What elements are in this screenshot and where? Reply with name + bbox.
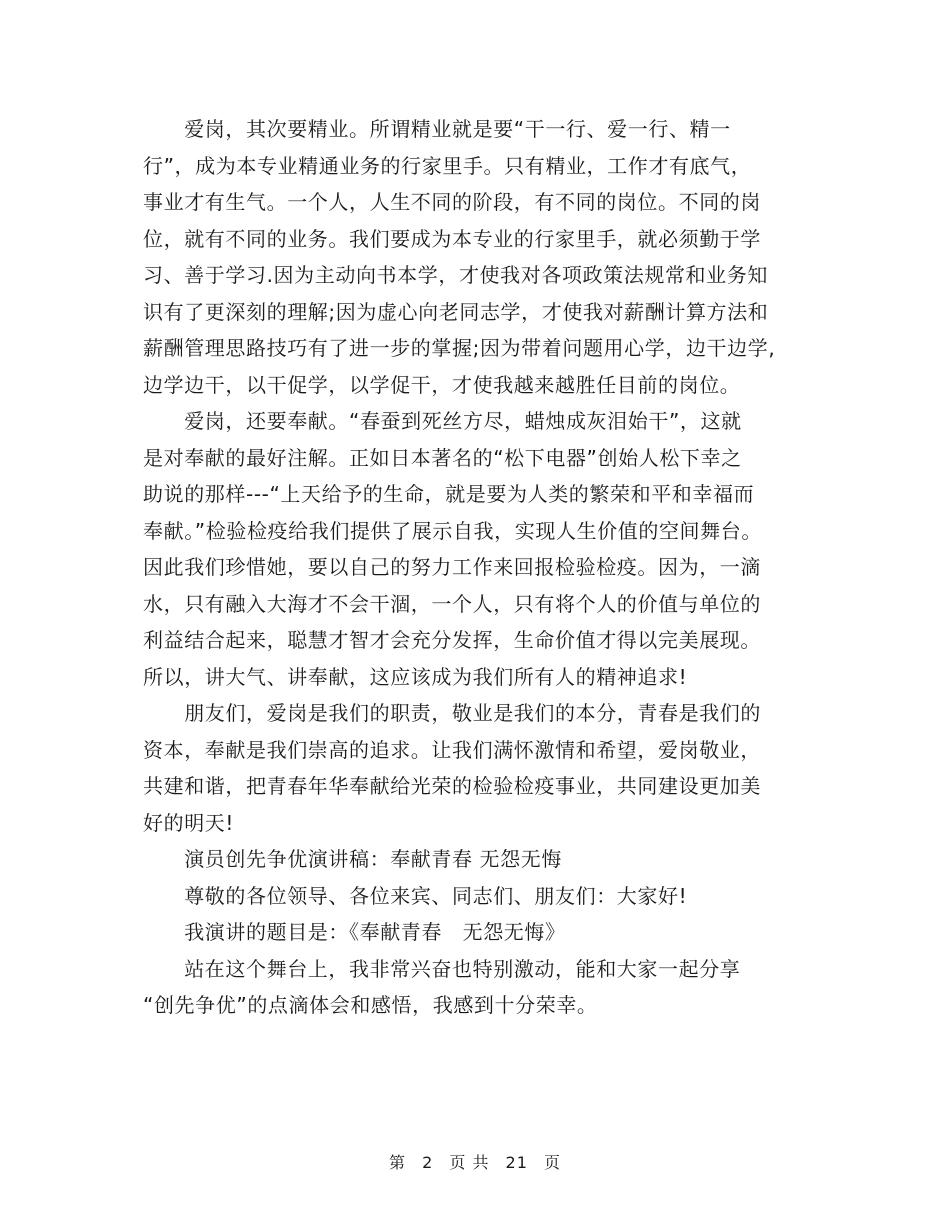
text-line: 资本，奉献是我们崇高的追求。让我们满怀激情和希望，爱岗敬业， [143, 737, 761, 762]
text-line: 站在这个舞台上，我非常兴奋也特别激动，能和大家一起分享 [143, 956, 741, 981]
text-line: 爱岗，其次要精业。所谓精业就是要“干一行、爱一行、精一 [143, 117, 731, 141]
text-line: 薪酬管理思路技巧有了进一步的掌握;因为带着问题用心学，边干边学, [143, 336, 776, 360]
text-line: 尊敬的各位领导、各位来宾、同志们、朋友们：大家好! [143, 883, 688, 908]
document-body [143, 111, 813, 1024]
text-line: 助说的那样---“上天给予的生命，就是要为人类的繁荣和平和幸福而 [143, 482, 755, 506]
text-line: 演员创先争优演讲稿：奉献青春 无怨无悔 [143, 847, 562, 871]
text-line: 水，只有融入大海才不会干涸，一个人，只有将个人的价值与单位的 [143, 591, 761, 616]
text-line: 行”，成为本专业精通业务的行家里手。只有精业，工作才有底气， [143, 153, 752, 178]
text-line: 因此我们珍惜她，要以自己的努力工作来回报检验检疫。因为，一滴 [143, 555, 761, 579]
footer-suffix: 页 [544, 1153, 562, 1172]
text-line: 共建和谐，把青春年华奉献给光荣的检验检疫事业，共同建设更加美 [143, 774, 761, 798]
text-line: 习、善于学习.因为主动向书本学，才使我对各项政策法规常和业务知 [143, 263, 768, 287]
text-line: 奉献。”检验检疫给我们提供了展示自我，实现人生价值的空间舞台。 [143, 518, 762, 543]
text-line: 位，就有不同的业务。我们要成为本专业的行家里手，就必须勤于学 [143, 226, 761, 251]
text-line: 利益结合起来，聪慧才智才会充分发挥，生命价值才得以完美展现。 [143, 628, 761, 652]
text-line: 朋友们，爱岗是我们的职责，敬业是我们的本分，青春是我们的 [143, 701, 761, 725]
footer-prefix: 第 [388, 1153, 406, 1172]
text-line: 我演讲的题目是：《奉献青春 无怨无悔》 [143, 920, 566, 944]
page-footer [0, 1150, 950, 1173]
current-page-number: 2 [422, 1153, 434, 1172]
text-line: 所以，讲大气、讲奉献，这应该成为我们所有人的精神追求! [143, 664, 688, 689]
footer-middle: 页 共 [449, 1153, 490, 1172]
text-line: 是对奉献的最好注解。正如日本著名的“松下电器”创始人松下幸之 [143, 445, 742, 470]
text-line: 爱岗，还要奉献。“春蚕到死丝方尽，蜡烛成灰泪始干”，这就 [143, 409, 742, 433]
text-line: “创先争优”的点滴体会和感悟，我感到十分荣幸。 [143, 993, 598, 1017]
text-line: 事业才有生气。一个人，人生不同的阶段，有不同的岗位。不同的岗 [143, 190, 761, 214]
total-page-count: 21 [505, 1153, 528, 1172]
text-line: 好的明天! [143, 810, 235, 835]
text-line: 识有了更深刻的理解;因为虚心向老同志学，才使我对薪酬计算方法和 [143, 299, 769, 324]
text-line: 边学边干，以干促学，以学促干，才使我越来越胜任目前的岗位。 [143, 372, 741, 397]
